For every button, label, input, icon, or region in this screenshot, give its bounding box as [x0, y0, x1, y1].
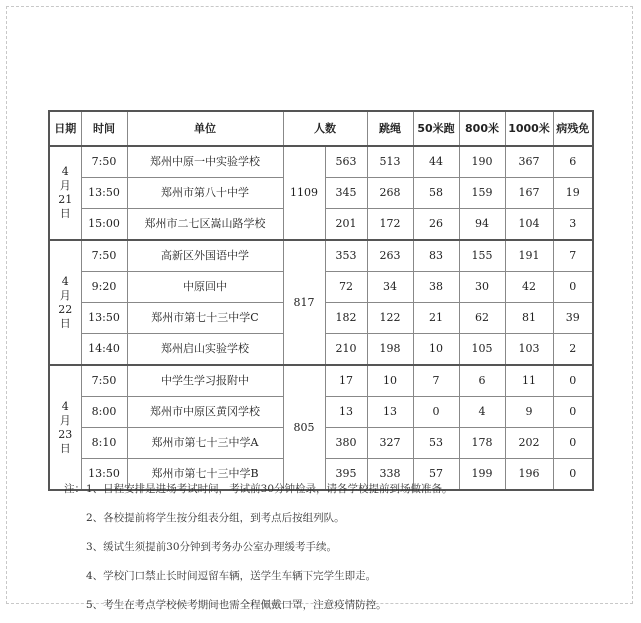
unit-cell: 高新区外国语中学: [127, 240, 283, 272]
group-total-cell: 1109: [283, 146, 325, 240]
schedule-table: [48, 110, 594, 491]
count-cell: 345: [325, 178, 367, 209]
run800-cell: 105: [459, 334, 505, 366]
group-total-cell: 805: [283, 365, 325, 490]
run800-cell: 159: [459, 178, 505, 209]
note-text: 4、学校门口禁止长时间逗留车辆，送学生车辆下完学生即走。: [86, 570, 377, 582]
time-cell: 9:20: [81, 272, 127, 303]
run50-cell: 10: [413, 334, 459, 366]
run50-cell: 58: [413, 178, 459, 209]
run1000-cell: 103: [505, 334, 553, 366]
notes-section: [64, 478, 594, 623]
note-text: 2、各校提前将学生按分组表分组，到考点后按组列队。: [86, 512, 345, 524]
date-char: 4: [61, 274, 69, 288]
exempt-cell: 0: [553, 428, 593, 459]
run50-cell: 44: [413, 146, 459, 178]
header-exempt: 病残免: [553, 111, 593, 146]
exempt-cell: 7: [553, 240, 593, 272]
date-char: 月: [59, 179, 71, 192]
note-item-3: [64, 536, 594, 565]
note-item-5: [64, 594, 594, 623]
date-char: 日: [59, 316, 71, 330]
date-char: 日: [59, 441, 71, 455]
unit-cell: 郑州市第八十中学: [127, 178, 283, 209]
run1000-cell: 9: [505, 397, 553, 428]
unit-cell: 郑州市二七区嵩山路学校: [127, 209, 283, 241]
run1000-cell: 81: [505, 303, 553, 334]
note-text: 3、缓试生须提前30分钟到考务办公室办理缓考手续。: [86, 541, 338, 553]
exempt-cell: 2: [553, 334, 593, 366]
jump-rope-cell: 10: [367, 365, 413, 397]
count-cell: 395: [325, 459, 367, 491]
date-char: 21: [58, 193, 73, 206]
unit-cell: 郑州市第七十三中学C: [127, 303, 283, 334]
count-cell: 13: [325, 397, 367, 428]
run800-cell: 199: [459, 459, 505, 491]
jump-rope-cell: 34: [367, 272, 413, 303]
unit-cell: 郑州市第七十三中学B: [127, 459, 283, 491]
date-char: 月: [59, 413, 71, 427]
date-char: 月: [59, 288, 71, 302]
exempt-cell: 0: [553, 272, 593, 303]
count-cell: 353: [325, 240, 367, 272]
run50-cell: 53: [413, 428, 459, 459]
run50-cell: 7: [413, 365, 459, 397]
time-cell: 13:50: [81, 303, 127, 334]
date-cell: [49, 240, 81, 365]
note-item-2: [64, 507, 594, 536]
count-cell: 17: [325, 365, 367, 397]
run50-cell: 21: [413, 303, 459, 334]
jump-rope-cell: 13: [367, 397, 413, 428]
exempt-cell: 39: [553, 303, 593, 334]
date-cell: [49, 146, 81, 240]
time-cell: 7:50: [81, 146, 127, 178]
date-char: 4: [61, 165, 69, 178]
header-people: 人数: [283, 111, 367, 146]
run1000-cell: 104: [505, 209, 553, 241]
time-cell: 7:50: [81, 240, 127, 272]
time-cell: 7:50: [81, 365, 127, 397]
run50-cell: 83: [413, 240, 459, 272]
run50-cell: 57: [413, 459, 459, 491]
date-char: 22: [58, 302, 73, 316]
time-cell: 13:50: [81, 459, 127, 491]
run800-cell: 190: [459, 146, 505, 178]
count-cell: 380: [325, 428, 367, 459]
run1000-cell: 11: [505, 365, 553, 397]
exempt-cell: 0: [553, 365, 593, 397]
time-cell: 8:00: [81, 397, 127, 428]
header-run800: 800米: [459, 111, 505, 146]
jump-rope-cell: 338: [367, 459, 413, 491]
date-group: [49, 146, 593, 240]
jump-rope-cell: 327: [367, 428, 413, 459]
header-date: 日期: [49, 111, 81, 146]
schedule-sheet: [48, 110, 592, 491]
run800-cell: 94: [459, 209, 505, 241]
unit-cell: 郑州中原一中实验学校: [127, 146, 283, 178]
exempt-cell: 19: [553, 178, 593, 209]
run50-cell: 0: [413, 397, 459, 428]
count-cell: 210: [325, 334, 367, 366]
run800-cell: 155: [459, 240, 505, 272]
header-row: [49, 111, 593, 146]
unit-cell: 郑州市第七十三中学A: [127, 428, 283, 459]
header-unit: 单位: [127, 111, 283, 146]
run800-cell: 62: [459, 303, 505, 334]
header-run1000: 1000米: [505, 111, 553, 146]
exempt-cell: 0: [553, 459, 593, 491]
jump-rope-cell: 513: [367, 146, 413, 178]
header-time: 时间: [81, 111, 127, 146]
note-item-1: [64, 478, 594, 507]
run800-cell: 30: [459, 272, 505, 303]
run1000-cell: 167: [505, 178, 553, 209]
unit-cell: 中原回中: [127, 272, 283, 303]
group-total-cell: 817: [283, 240, 325, 365]
table-row: [49, 146, 593, 178]
run800-cell: 178: [459, 428, 505, 459]
table-row: [49, 240, 593, 272]
exempt-cell: 6: [553, 146, 593, 178]
date-cell: [49, 365, 81, 490]
jump-rope-cell: 198: [367, 334, 413, 366]
date-group: [49, 365, 593, 490]
run1000-cell: 42: [505, 272, 553, 303]
run50-cell: 26: [413, 209, 459, 241]
run1000-cell: 191: [505, 240, 553, 272]
header-jump-rope: 跳绳: [367, 111, 413, 146]
count-cell: 182: [325, 303, 367, 334]
unit-cell: 郑州启山实验学校: [127, 334, 283, 366]
note-item-4: [64, 565, 594, 594]
date-char: 4: [61, 399, 69, 413]
count-cell: 201: [325, 209, 367, 241]
time-cell: 14:40: [81, 334, 127, 366]
date-char: 23: [58, 427, 73, 441]
notes-prefix: 注：: [64, 483, 85, 495]
unit-cell: 郑州市中原区黄冈学校: [127, 397, 283, 428]
count-cell: 563: [325, 146, 367, 178]
run1000-cell: 202: [505, 428, 553, 459]
jump-rope-cell: 172: [367, 209, 413, 241]
note-text: 5、考生在考点学校候考期间也需全程佩戴口罩，注意疫情防控。: [86, 599, 387, 611]
table-row: [49, 365, 593, 397]
jump-rope-cell: 122: [367, 303, 413, 334]
time-cell: 8:10: [81, 428, 127, 459]
run1000-cell: 196: [505, 459, 553, 491]
header-run50: 50米跑: [413, 111, 459, 146]
run800-cell: 4: [459, 397, 505, 428]
unit-cell: 中学生学习报附中: [127, 365, 283, 397]
exempt-cell: 3: [553, 209, 593, 241]
run800-cell: 6: [459, 365, 505, 397]
date-char: 日: [59, 207, 71, 220]
jump-rope-cell: 268: [367, 178, 413, 209]
jump-rope-cell: 263: [367, 240, 413, 272]
date-group: [49, 240, 593, 365]
note-text: 1、日程安排是进场考试时间，考试前30分钟检录，请各学校提前到场做准备。: [86, 483, 453, 495]
time-cell: 13:50: [81, 178, 127, 209]
exempt-cell: 0: [553, 397, 593, 428]
count-cell: 72: [325, 272, 367, 303]
run1000-cell: 367: [505, 146, 553, 178]
run50-cell: 38: [413, 272, 459, 303]
time-cell: 15:00: [81, 209, 127, 241]
